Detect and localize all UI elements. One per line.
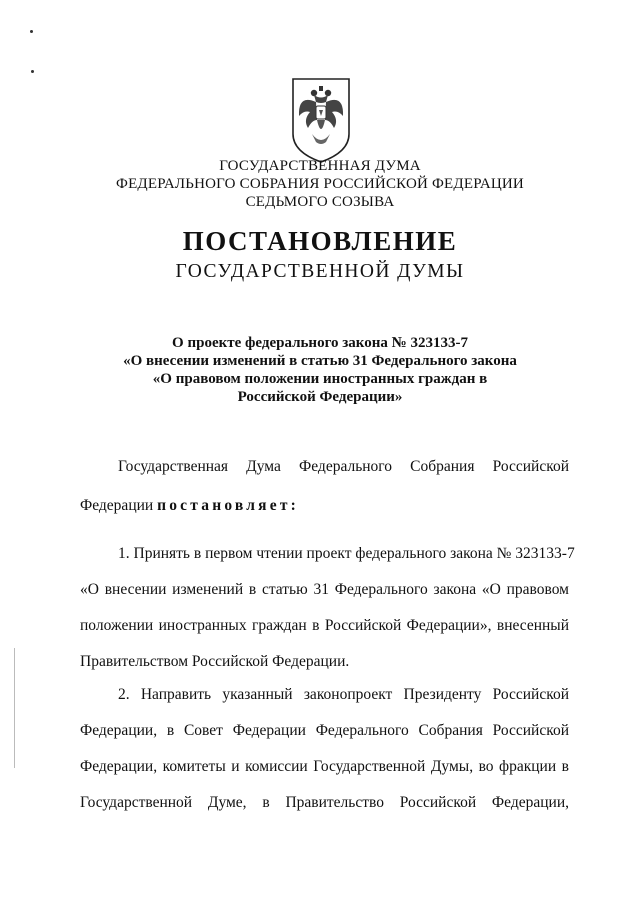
russian-coat-of-arms-icon (290, 76, 352, 164)
paragraph-2-line-2: Федерации, в Совет Федерации Федерального Собрания Российской (80, 722, 569, 739)
scan-speck (31, 70, 34, 73)
convocation-line: СЕДЬМОГО СОЗЫВА (245, 194, 395, 210)
paragraph-1-line-2: «О внесении изменений в статью 31 Федерального закона «О правовом (80, 581, 569, 598)
subject-line-1: О проекте федерального закона № 323133-7 (172, 335, 468, 351)
subject-line-4: Российской Федерации» (237, 389, 403, 405)
document-title: ПОСТАНОВЛЕНИЕ (182, 226, 458, 256)
document-subtitle: ГОСУДАРСТВЕННОЙ ДУМЫ (175, 261, 465, 282)
paragraph-2-line-4: Государственной Думе, в Правительство Российской Федерации, (80, 794, 569, 811)
intro-line-2-start: Федерации (80, 497, 154, 514)
paragraph-1-line-1: 1. Принять в первом чтении проект федерального закона № 323133-7 (118, 545, 575, 562)
scan-margin-line (14, 648, 15, 768)
intro-line-2 (80, 497, 569, 515)
subject-line-3: «О правовом положении иностранных граждан в (152, 371, 488, 387)
paragraph-2-line-3: Федерации, комитеты и комиссии Государственной Думы, во фракции в (80, 758, 569, 775)
subject-line-2: «О внесении изменений в статью 31 Федерального закона (123, 353, 517, 369)
intro-line-1: Государственная Дума Федерального Собрания Российской (118, 458, 569, 475)
org-name-line-1: ГОСУДАРСТВЕННАЯ ДУМА (219, 158, 421, 174)
paragraph-1-line-4: Правительством Российской Федерации. (80, 653, 350, 670)
scan-speck (30, 30, 33, 33)
org-name-line-2: ФЕДЕРАЛЬНОГО СОБРАНИЯ РОССИЙСКОЙ ФЕДЕРАЦИИ (116, 176, 524, 192)
paragraph-1-line-3: положении иностранных граждан в Российской Федерации», внесенный (80, 617, 569, 634)
paragraph-2-line-1: 2. Направить указанный законопроект Президенту Российской (118, 686, 569, 703)
resolution-verb: постановляет: (157, 497, 299, 514)
